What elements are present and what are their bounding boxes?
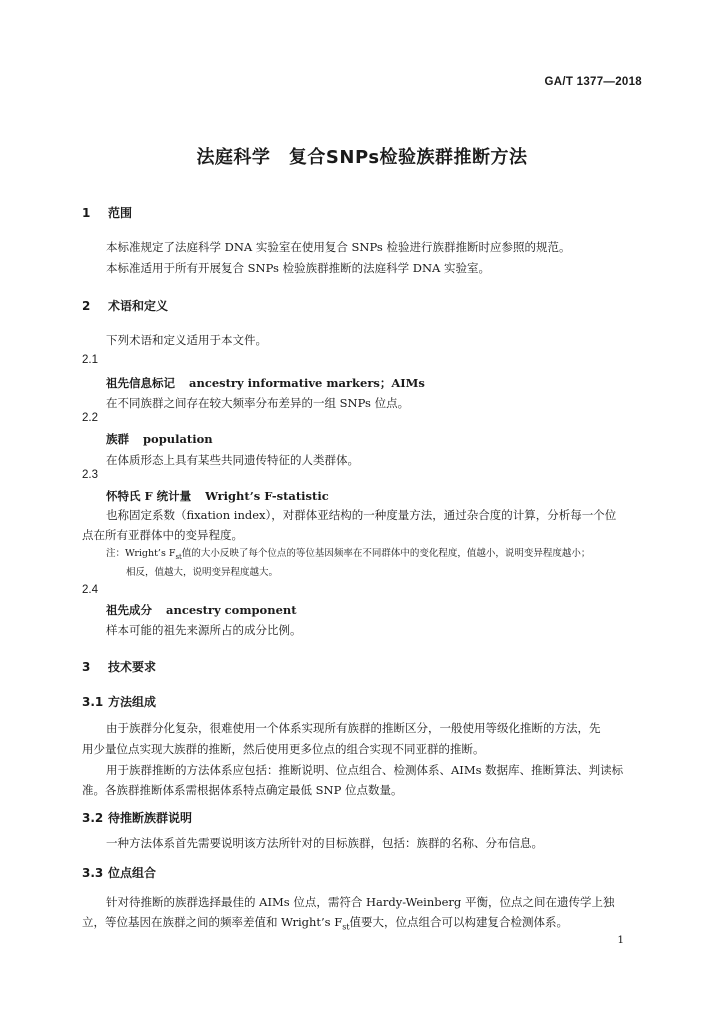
- term-en: population: [143, 432, 213, 446]
- term-en: Wright’s F-statistic: [205, 489, 329, 503]
- term-number: 2.4: [82, 584, 98, 596]
- paragraph-subscript: st: [342, 922, 350, 932]
- term-cn: 族群: [106, 432, 129, 446]
- paragraph-cont: [82, 912, 568, 937]
- note-subscript: st: [175, 552, 182, 561]
- section-title: 待推断族群说明: [108, 811, 193, 825]
- paragraph: 本标准规定了法庭科学 DNA 实验室在使用复合 SNPs 检验进行族群推断时应参照的规范。: [106, 240, 571, 254]
- section-title: 方法组成: [108, 695, 157, 709]
- term-entry: [106, 488, 329, 504]
- term-definition-cont: 点在所有亚群体中的变异程度。: [82, 528, 243, 542]
- paragraph-text: 值要大，位点组合可以构建复合检测体系。: [349, 915, 569, 929]
- page-number: 1: [617, 934, 624, 946]
- term-number: 2.3: [82, 469, 98, 481]
- term-entry: [106, 375, 425, 391]
- term-number: 2.2: [82, 412, 98, 424]
- paragraph-cont: 准。各族群推断体系需根据体系特点确定最低 SNP 位点数量。: [82, 783, 403, 797]
- paragraph: 用于族群推断的方法体系应包括：推断说明、位点组合、检测体系、AIMs 数据库、推断算法、判读标: [106, 763, 624, 777]
- section-number: 2: [82, 299, 91, 313]
- section-title: 位点组合: [108, 866, 157, 880]
- section-number: 3: [82, 660, 91, 674]
- section-3-heading: [82, 658, 156, 675]
- section-2-heading: [82, 297, 168, 314]
- paragraph: 针对待推断的族群选择最佳的 AIMs 位点，需符合 Hardy-Weinberg 平衡，位点之间在遗传学上独: [106, 895, 615, 909]
- paragraph-cont: 用少量位点实现大族群的推断，然后使用更多位点的组合实现不同亚群的推断。: [82, 742, 485, 756]
- term-number: 2.1: [82, 354, 98, 366]
- subsection-3-1-heading: [82, 693, 156, 710]
- term-definition: 在体质形态上具有某些共同遗传特征的人类群体。: [106, 453, 359, 467]
- section-title: 范围: [108, 206, 133, 220]
- term-entry: [106, 431, 213, 447]
- section-title: 术语和定义: [108, 299, 169, 313]
- standard-code: GA/T 1377—2018: [544, 76, 642, 88]
- section-number: 3.1: [82, 695, 104, 709]
- term-cn: 祖先成分: [106, 603, 152, 617]
- subsection-3-2-heading: [82, 809, 192, 826]
- term-en: ancestry component: [166, 603, 297, 617]
- term-entry: [106, 602, 297, 618]
- section-1-heading: [82, 204, 132, 221]
- section-number: 1: [82, 206, 91, 220]
- note-text: 值的大小反映了每个位点的等位基因频率在不同群体中的变化程度，值越小，说明变异程度越小；: [181, 548, 591, 559]
- term-definition: 也称固定系数（fixation index），对群体亚结构的一种度量方法，通过杂合度的计算，分析每一个位: [106, 508, 617, 522]
- term-cn: 祖先信息标记: [106, 376, 175, 390]
- paragraph: 本标准适用于所有开展复合 SNPs 检验族群推断的法庭科学 DNA 实验室。: [106, 261, 490, 275]
- note-cont: 相反，值越大，说明变异程度越大。: [126, 567, 279, 578]
- term-definition: 在不同族群之间存在较大频率分布差异的一组 SNPs 位点。: [106, 396, 410, 410]
- paragraph-text: 立，等位基因在族群之间的频率差值和 Wright’s F: [82, 915, 343, 929]
- note-text: 注：Wright’s F: [106, 548, 176, 559]
- paragraph: 由于族群分化复杂，很难使用一个体系实现所有族群的推断区分，一般使用等级化推断的方法，先: [106, 721, 601, 735]
- term-cn: 怀特氏 F 统计量: [106, 489, 192, 503]
- term-definition: 样本可能的祖先来源所占的成分比例。: [106, 623, 302, 637]
- section-number: 3.3: [82, 866, 104, 880]
- subsection-3-3-heading: [82, 864, 156, 881]
- section-number: 3.2: [82, 811, 104, 825]
- paragraph: 下列术语和定义适用于本文件。: [106, 333, 267, 347]
- section-title: 技术要求: [108, 660, 157, 674]
- note: [106, 545, 590, 566]
- document-title: 法庭科学 复合SNPs检验族群推断方法: [196, 147, 528, 168]
- term-en: ancestry informative markers；AIMs: [189, 376, 425, 390]
- paragraph: 一种方法体系首先需要说明该方法所针对的目标族群，包括：族群的名称、分布信息。: [106, 836, 543, 850]
